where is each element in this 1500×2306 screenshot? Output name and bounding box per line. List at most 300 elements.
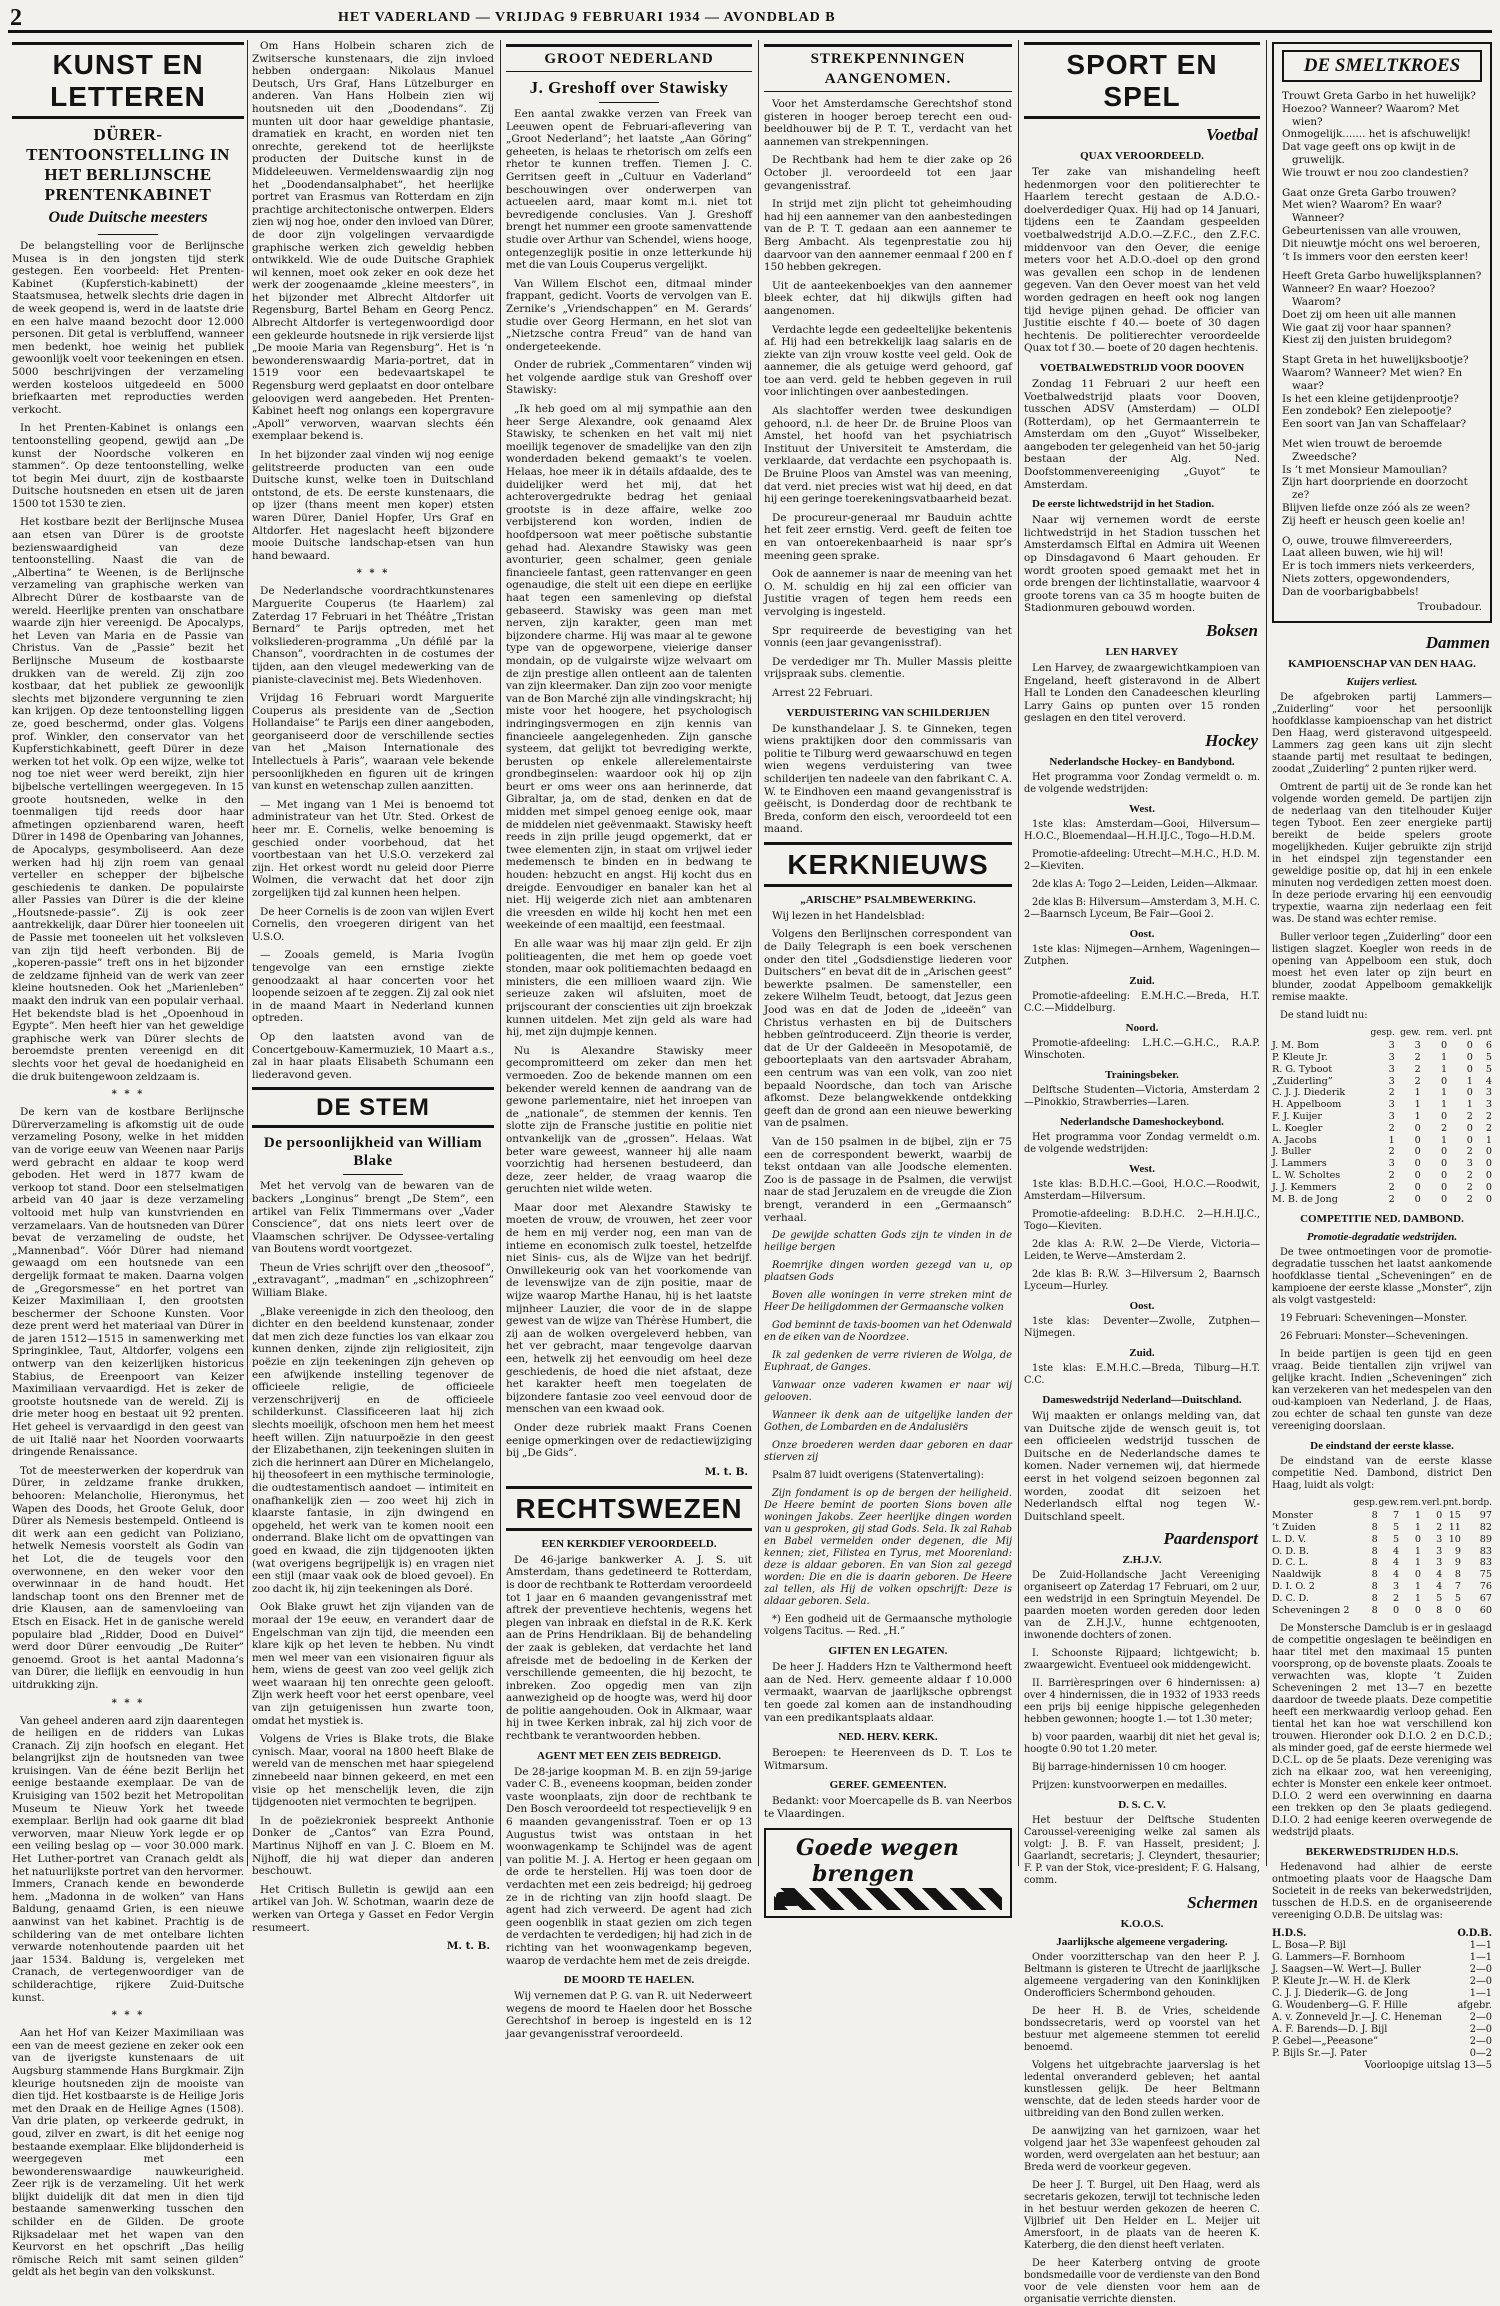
table-cell: 1 (1388, 1134, 1395, 1146)
kicker-voetbal: Voetbal (1206, 125, 1258, 144)
table-cell: 2 (1466, 1193, 1473, 1205)
table-cell: 3 (1388, 1158, 1395, 1170)
table-cell: 3 (1485, 1087, 1492, 1099)
advert-line: brengen (812, 1861, 915, 1888)
table-header-row (1272, 1498, 1492, 1510)
table-cell: 2 (1485, 1122, 1492, 1134)
table-cell: 0 (1466, 1122, 1473, 1134)
table-cell: 0 (1414, 1533, 1421, 1545)
divider (343, 1174, 403, 1175)
region-label: Zuid. (1129, 1346, 1155, 1359)
poem-line: Blijven liefde onze zóó als ze ween? (1282, 501, 1470, 514)
poem-signature: Troubadour. (1417, 601, 1482, 614)
table-cell: 0 (1485, 1146, 1492, 1158)
result-row (1272, 1940, 1492, 1952)
headline-harvey: LEN HARVEY (1105, 646, 1179, 658)
result-row (1272, 1964, 1492, 1976)
article-paragraph: De heer H. B. de Vries, scheidende bondssecretaris, werd op voorstel van het bestuur met algemeene stemmen tot eerelid benoemd. (1024, 2006, 1260, 2054)
article-paragraph: De 46-jarige bankwerker A. J. S. uit Amsterdam, thans gedetineerd te Rotterdam, is door de rechtbank te Rotterdam veroordeeld tot 1 jaar en 6 maanden gevangenisstraf met aftrek der preventieve hechtenis, wegens het plegen van inbraak en diefstal in de R.K. Kerk aan de Prins Hendriklaan. Bij de behandeling der zaak is gebleken, dat verdachte het land afreisde met de bedoeling in de Kerken der verschillende gemeenten, die hij bezocht, te inbreken. Zoo opgedig men van zijn aanwezigheid op de hoogte was, werd hij door de politie aangehouden. Ook in Alkmaar, waar hij in twee Kerken inbrak, zal hij zich voor de rechtbank te verantwoorden hebben. (506, 1553, 752, 1743)
table-cell: 2 (1393, 1592, 1400, 1604)
headline-moord-haelen: DE MOORD TE HAELEN. (563, 1974, 695, 1987)
table-cell: 8 (1371, 1604, 1378, 1616)
advert-line: Goede wegen (796, 1835, 959, 1862)
article-paragraph: Spr requireerde de bevestiging van het vonnis (een jaar gevangenisstraf). (764, 624, 1012, 650)
table-cell: 1 (1466, 1075, 1473, 1087)
author-signature: M. t. B. (446, 1940, 490, 1953)
author-signature: M. t. B. (704, 1465, 748, 1478)
table-cell: 0 (1485, 1158, 1492, 1170)
table-cell: 5 (1436, 1592, 1443, 1604)
section-title-kerknieuws: KERKNIEUWS (787, 848, 989, 880)
table-cell: 3 (1388, 1075, 1395, 1087)
column-header: verl. (1452, 1028, 1473, 1039)
table-cell: 3 (1414, 1040, 1421, 1052)
table-row (1272, 1123, 1492, 1135)
table-cell: 1 (1441, 1087, 1448, 1099)
table-cell: 8 (1371, 1533, 1378, 1545)
article-paragraph: De procureur-generaal mr Bauduin achtte het feit zeer ernstig. Verd. geeft de feiten toe en van ontoerekenbaarheid is naar spr’s meening geen sprake. (764, 511, 1012, 562)
headline-greshoff: J. Greshoff over Stawisky (529, 78, 729, 97)
result-pairing: J. Saagsen—W. Wert—J. Buller (1272, 1964, 1421, 1976)
news-paragraph: De heer Cornelis is de zoon van wijlen Evert Cornelis, den vroegeren dirigent van het U.S.O. (252, 905, 494, 943)
article-paragraph: Uit de aanteekenboekjes van den aannemer bleek echter, dat hij dikwijls giften had aangenomen. (764, 279, 1012, 317)
table-cell: 2 (1466, 1181, 1473, 1193)
article-paragraph: De kunsthandelaar J. S. te Ginneken, tegen wiens praktijken door den commissaris van politie te Tilburg werd gewaarschuwd en tegen wien wegens verduistering van twee schilderijen ten nadeele van den fabrikant C. A. W. te Eindhoven een maand gevangenisstraf is geëischt, is Donderdag door de rechtbank te Breda, conform den eisch, veroordeeld tot een maand. (764, 722, 1012, 836)
result-row (1272, 2024, 1492, 2036)
article-paragraph: Om Hans Holbein scharen zich de Zwitsersche kunstenaars, die zijn invloed hebben ondergaan: Nikolaus Manuel Deutsch, Urs Graf, Hans Lützelburger en anderen. Van Hans Holbein zien wij houtsneden uit den „Doodendans”. Zij munten uit door haar geweldige phantasie, dramatiek en kracht, en worden niet ten onrechte, gerekend tot de heerlijkste producten der Duitsche kunst in de Middeleeuwen. Vermeldenswaardig zijn nog het „Doodendansalphabet”, het heerlijke portret van Erasmus van Rotterdam en zijn prachtige architectonische ontwerpen. Elders zien wij nog hoe, onder den invloed van Dürer, de door zijn volgelingen vervaardigde graphische werken zich geweldig hebben ontwikkeld. Wie de oude Duitsche Graphiek wil kennen, moet ook zeker en ook deze het werk der zoogenaamde „kleine meesters”, in het bijzonder met Albrecht Altdorfer uit Regensburg, Bartel Beham en Georg Pencz. Albrecht Altdorfer is vertegenwoordigd door een gekleurde houtsnede in rijk versierde lijst „De mooie Maria van Regensburg”. Het is ’n bewonderenswaardig Maria-portret, dat in 1519 voor een bedevaartskapel te Regensburg werd geplaatst en door ontelbare geloovigen werd aangebeden. Het Prenten-Kabinet heeft nog onlangs een kopergravure „Apoll” verworven, waarvan slechts één exemplaar bekend is. (252, 40, 494, 443)
table-row (1272, 1158, 1492, 1170)
table-cell: 83 (1479, 1557, 1492, 1569)
results-team: O.D.B. (1457, 1928, 1492, 1940)
table-row (1272, 1605, 1492, 1617)
table-cell: 0 (1485, 1193, 1492, 1205)
psalm-verse: God beminnt de taxis-boomen van het Odenwald en de eiken van de Noordzee. (764, 1320, 1012, 1344)
result-pairing: L. Bosa—P. Bijl (1272, 1940, 1346, 1952)
column-header: rem. (1426, 1028, 1448, 1039)
article-paragraph: De 28-jarige koopman M. B. en zijn 59-jarige vader C. B., eveneens koopman, beiden zonder vaste woonplaats, zijn door de rechtbank te Den Bosch veroordeeld tot respectievelijk 9 en 6 maanden gevangenisstraf. Toen er op 13 Augustus twist was ontstaan in het woonwagenkamp te Schijndel was de agent van politie M. J. A. Hertog er heen gegaan om de orde te herstellen. Hij was toen door de verdachten met een zeis bedreigd; hij gedroeg ze in de richting van zijn hoofd slaagt. De agent had zich verweerd. De agent had zich geen oogenblik in staat gezien om zich tegen de verdachten te verdedigen; hij had zich in de richting van het woonwagenkamp begeven, waarop de verdachte hem met de zeis dreigde. (506, 1765, 752, 1967)
poem-line: Wie trouwt er nou zoo clandestien? (1282, 166, 1469, 179)
column-header: gesp. (1370, 1028, 1395, 1039)
article-paragraph: Arrest 22 Februari. (772, 686, 873, 699)
article-paragraph: De afgebroken partij Lammers—„Zuiderling” voor het persoonlijk hoofdklasse kampioenschap van het district Den Haag, werd gisteravond uitgespeeld. Lammers zag geen kans uit zijn slecht staande partij met resultaat te bedingen, zoodat „Zuiderling” 2 punten rijker werd. (1272, 692, 1492, 776)
stanza-gap (1282, 347, 1482, 354)
table-cell: 2 (1441, 1122, 1448, 1134)
running-header: HET VADERLAND — VRIJDAG 9 FEBRUARI 1934 — AVONDBLAD B (338, 10, 836, 25)
article-paragraph: Onder deze rubriek maakt Frans Coenen eenige opmerkingen over de redactiewijziging bij „De Gids”. (506, 1421, 752, 1460)
psalm-verse: Vanwaar onze vaderen kwamen er naar wij gelooven. (764, 1380, 1012, 1404)
result-row (1272, 1988, 1492, 2000)
article-paragraph: De Rechtbank had hem te dier zake op 26 October jl. veroordeeld tot een jaar gevangenisstraf. (764, 154, 1012, 192)
column-header (1272, 1498, 1352, 1510)
kicker-paardensport: Paardensport (1163, 1529, 1258, 1549)
article-paragraph: Volgens de Vries is Blake trots, die Blake cynisch. Maar, vooral na 1800 heeft Blake de wereld van de menschen met haar spiegelend zinnebeeld naar binnen gekeerd, en met een visie op het menschelijk leven, die zijn tijdgenooten niet vermochten te begrijpen. (252, 1733, 494, 1809)
headline-kampioenschap: KAMPIOENSCHAP VAN DEN HAAG. (1288, 658, 1476, 671)
table-cell: C. J. J. Diederik (1272, 1087, 1346, 1099)
table-cell: 0 (1393, 1604, 1400, 1616)
masthead (8, 5, 1492, 33)
results-total (1272, 2060, 1492, 2072)
article-paragraph: De kern van de kostbare Berlijnsche Dürerverzameling is afkomstig uit de oude verzameling Posony, welke in het midden van de vorige eeuw van Weenen naar Parijs werd gebracht en aldaar te koop werd geboden. Het werd in 1877 kwam de verkoop tot stand. Door een stelselmatigen arbeid van 40 jaar is deze verzameling voltooid met hulp van kunstvrienden en verzamelaars. Van de houtsneden van Dürer bevat de verzameling de oudste, het „Mannenbad”. Vóór Dürer had niemand gewaagd om een houtsnede van een dergelijk formaat te maken. Daarna volgen de „Gregorsmesse” en het portret van Keizer Maximiliaan I, den grootsten beschermer der Schoone Kunsten. Voor deze prent werd het materiaal van Dürer in de jaren 1512—1515 in samenwerking met Springinklee, Taut, Altdorfer, volgens een ontwerp van den keizerlijken historicus Stabius, de Ereenpoort van Keizer Maximiliaan vervaardigd. Het is zeker de grootste houtsnede van de wereld. Zij is drie meter hoog en bestaat uit 92 prenten. Het geheel is vervaardigd in den geest van de uit Italië naar het Noorden voorwaarts dringende Renaissance. (12, 1106, 244, 1459)
fixture-line: 1ste klas: Amsterdam—Gooi, Hilversum—H.O.C., Bloemendaal—H.H.IJ.C., Togo—H.D.M. (1024, 818, 1260, 842)
table-cell: 67 (1479, 1592, 1492, 1604)
table-cell: 0 (1414, 1193, 1421, 1205)
footnote: *) Een godheid uit de Germaansche mythologie volgens Tacitus. — Red. „H.” (764, 1614, 1012, 1638)
table-cell: 1 (1414, 1557, 1421, 1569)
table-cell: 2 (1436, 1522, 1443, 1534)
fixture-line: 1ste klas: Nijmegen—Arnhem, Wageningen—Zutphen. (1024, 943, 1260, 967)
table-cell: 0 (1466, 1040, 1473, 1052)
table-cell: 0 (1466, 1052, 1473, 1064)
table-cell: 5 (1485, 1063, 1492, 1075)
column-header-groot-nederland: GROOT NEDERLAND (506, 44, 752, 72)
table-cell: 0 (1466, 1063, 1473, 1075)
headline-verduistering: VERDUISTERING VAN SCHILDERIJEN (786, 706, 990, 719)
headline-giften: GIFTEN EN LEGATEN. (828, 1645, 948, 1658)
article-paragraph: De belangstelling voor de Berlijnsche Musea is in den jongsten tijd sterk gestegen. Een voorbeeld: Het Prenten-Kabinet (Kupferstich-kabinett) der Staatsmusea, hetwelk slechts drie dagen in de week geopend is, werd in de laatste drie en een halve maand bezocht door 12.000 personen. Dit getal is verbluffend, wanneer men bedenkt, hoe weinig het publiek gewoonlijk voelt voor teekeningen en etsen. 5000 beschrijvingen der verzameling werden kosteloos uitgedeeld en 5000 briefkaarten met reproducties werden verkocht. (12, 240, 244, 416)
article-paragraph: Het kostbare bezit der Berlijnsche Musea aan etsen van Dürer is de grootste bezienswaardigheid van deze tentoonstelling. Naast die van de „Albertina” te Weenen, is de Berlijnsche verzameling van graphische werken van Albrecht Dürer de kostbaarste van de wereld. Heerlijke prenten van onschatbare waarde zijn hier vereenigd. De Apocalyps, het Leven van Maria en de Passie van Christus. Van de „Passie” bezit het Berlijnsche Museum de kostbaarste drukken van de wereld. Zij zijn zoo kostbaar, dat het publiek ze gewoonlijk slechts met bijzondere vergunning te zien kan krijgen. Op deze tentoonstelling liggen ze, goed beschermd, onder glas. Volgens prof. Winkler, den conservator van het Kupferstichkabinett, geeft Dürer in deze werken tot het volk. Op een wijze, welke tot nog toe niet weer werd bereikt, zijn hier bijbelsche vertellingen weergegeven. In 15 groote houtsneden, welke in den toenmaligen tijd reeds door haar afmetingen opzienbarend waren, heeft Dürer in 1498 de Openbaring van Johannes, de Apocalyps, gesymboliseerd. Aan deze werken had hij zijn roem van genaal verteller en schepper der bijbelsche geschiedenis te danken. De populairste aller Passies van Dürer is die der kleine „Houtsnede-passie”. Zij is ook zeer aantrekkelijk, daar Dürer hier tooneelen uit de Passie met tooneelen uit het volksleven van zijn tijd heeft verbonden. Bij de „koperen-passie” treft ons in het bijzonder de zeldzame fijnheid van de werk van zeer kleine houtsneden. Ook het „Marienleben” maakt den indruk van een populair verhaal. Het bekendste blad is het „Opoenhoud in Egypte”. Men heeft hier van het geweldige graphische werk van Dürer slechts de beroemdste prenten vereenigd en dit slechts voor het geval de hoedanigheid en die druk buitengewoon zeldzaam is. (12, 516, 244, 1083)
table-row (1272, 1076, 1492, 1088)
article-paragraph: Bedankt: voor Moercapelle ds B. van Neerbos te Vlaardingen. (764, 1795, 1012, 1820)
kicker-schermen: Schermen (1187, 1893, 1258, 1913)
table-cell: 8 (1371, 1557, 1378, 1569)
divider (98, 234, 158, 235)
table-cell: 76 (1479, 1581, 1492, 1593)
section-banner-stem (252, 1087, 494, 1128)
table-cell: 0 (1414, 1134, 1421, 1146)
table-row (1272, 1546, 1492, 1558)
table-cell: L. Koegler (1272, 1122, 1323, 1134)
table-cell: 2 (1466, 1146, 1473, 1158)
table-cell: 8 (1371, 1581, 1378, 1593)
column-smeltkroes-dammen (1272, 40, 1492, 2072)
results-header (1272, 1928, 1492, 1940)
article-paragraph: In beide partijen is geen tijd en geen vraag. Beide tientallen zijn vrijwel van gelijke kracht. Indien „Scheveningen” zich kan verzekeren van het medespelen van den oud-kampioen van Nederland, J. de Haas, zou echter de schaal ten gunste van deze vereeniging doorslaan. (1272, 1349, 1492, 1433)
article-paragraph: De heer Katerberg ontving de groote bondsmedaille voor de verdienste van den Bond voor de vele diensten voor hem aan de organisatie verrichte diensten. (1024, 2258, 1260, 2306)
section-banner-kerknieuws (764, 842, 1012, 887)
article-paragraph: De eindstand van de eerste klasse competitie Ned. Dambond, district Den Haag, luidt als volgt: (1272, 1456, 1492, 1492)
result-row (1272, 2000, 1492, 2012)
result-row (1272, 1952, 1492, 1964)
stanza-gap (1282, 180, 1482, 187)
stanza-gap (1282, 431, 1482, 438)
table-cell: 9 (1454, 1545, 1461, 1557)
poem-line: Er is toch immers niets verkeerders, (1282, 560, 1475, 573)
table-cell: 5 (1485, 1052, 1492, 1064)
table-cell: D. C. L. (1272, 1557, 1308, 1569)
table-cell: 0 (1414, 1170, 1421, 1182)
table-cell: 82 (1479, 1522, 1492, 1534)
table-row (1272, 1581, 1492, 1593)
article-paragraph: Buller verloor tegen „Zuiderling” door een listigen slagzet. Koegler won reeds in de opening van Appelboom een stuk, doch moest het even later op zijn beurt en blunder, zoodat Appelboom gemakkelijk remise maakte. (1272, 932, 1492, 1004)
result-pairing: P. Kleute Jr.—W. H. de Klerk (1272, 1976, 1411, 1988)
psalm-verse: Ik zal gedenken de verre rivieren de Wolga, de Euphraat, de Ganges. (764, 1350, 1012, 1374)
poem-line: Wie gaat zij voor haar spannen? (1282, 321, 1452, 334)
table-cell: 3 (1485, 1099, 1492, 1111)
subhead-dameshockey: Nederlandsche Dameshockeybond. (1060, 1115, 1224, 1128)
table-cell: 2 (1388, 1087, 1395, 1099)
table-cell: 8 (1371, 1522, 1378, 1534)
table-row (1272, 1087, 1492, 1099)
table-cell: 3 (1388, 1111, 1395, 1123)
headline-blake: De persoonlijkheid van William Blake (263, 1135, 483, 1170)
result-row (1272, 1976, 1492, 1988)
subhead-eindstand: De eindstand der eerste klasse. (1310, 1440, 1454, 1453)
result-score: 2—0 (1469, 2024, 1492, 2036)
table-cell: 4 (1436, 1581, 1443, 1593)
poem-line: ’t Is immers voor den eersten keer! (1282, 250, 1469, 263)
poem-line: Waarom? Wanneer? Met wien? En waar? (1282, 366, 1463, 392)
subhead-lichtwedstrijd: De eerste lichtwedstrijd in het Stadion. (1032, 498, 1215, 511)
table-cell: 8 (1371, 1592, 1378, 1604)
fixture-line: Promotie-afdeeling: Utrecht—M.H.C., H.D. M. 2—Kieviten. (1024, 848, 1260, 872)
table-cell: 1 (1414, 1592, 1421, 1604)
section-title-kunst: KUNST EN LETTEREN (50, 49, 206, 112)
standings-table-kampioenschap (1272, 1028, 1492, 1205)
table-cell: 2 (1414, 1075, 1421, 1087)
article-paragraph: Het Critisch Bulletin is gewijd aan een artikel van Joh. W. Schotman, waarin deze de werken van Ortega y Gasset en Fedor Vergin resumeert. (252, 1883, 494, 1934)
table-cell: 1 (1441, 1052, 1448, 1064)
article-paragraph: I. Schoonste Rijpaard; lichtgewicht; b. zwaargewicht. Eventueel ook middengewicht. (1024, 1648, 1260, 1672)
poem-line: Is ’t met Monsieur Mamoulian? (1282, 463, 1448, 476)
fixture-line: 2de klas B: R.W. 3—Hilversum 2, Baarnsch Lyceum—Hurley. (1024, 1268, 1260, 1292)
article-paragraph: En alle waar was hij maar zijn geld. Er zijn politieagenten, die met hem op goede voet stonden, maar ook politiemachten bedaagd en ministers, die een millioen waard zijn. Wie serieuze zaken wil afsluiten, moet de prijscourant der conscienties uit zijn broekzak kunnen uitdelen. Met zijn geld als ware had hij, met zijn dujmpje kennen. (506, 938, 752, 1039)
table-row (1272, 1569, 1492, 1581)
table-cell: L. D. V. (1272, 1533, 1307, 1545)
result-row (1272, 2048, 1492, 2060)
column-header: gesp. (1353, 1498, 1378, 1509)
article-paragraph: Van Willem Elschot een, ditmaal minder frappant, gedicht. Voorts de vervolgen van E. Zernike’s „Vriendschappen” en M. Gerards’ studie over Georg Hermann, en het slot van „Nietzsche contra Freud” van de hand van ondergeteekende. (506, 277, 752, 353)
article-paragraph: Als slachtoffer werden twee deskundigen gehoord, n.l. de heer Dr. de Bruine Ploos van Amstel, het hoofd van het psychiatrisch Instituut der Universiteit te Amsterdam, die verklaarde, dat verdachte een psychopaath is. De Bruine Ploos van Amstel was van meening, dat verd. niet precies wist wat hij deed, en dat hij een geringe toerekeningsvatbaarheid bezat. (764, 405, 1012, 506)
result-pairing: P. Bijls Sr.—J. Pater (1272, 2048, 1367, 2060)
table-cell: 4 (1485, 1075, 1492, 1087)
article-paragraph: Ter zake van mishandeling heeft hedenmorgen voor den politierechter te Haarlem terecht gestaan de A.D.O.-doelverdediger Quax. Hij had op 14 Januari, tijdens een te Zaandam gespeelden voetbalwedstrijd A.D.O.—Z.F.C., den Z.F.C. middenvoor van den Oever, die eenige meters voor het A.D.O.-doel op den grond was gevallen een schop in de lendenen gegeven. Van den Oever moest van het veld worden gedragen en heeft ook nog langen tijd hevige pijnen gehad. De officier van Justitie eischte f 40.— boete of 30 dagen hechtenis. De politierechter veroordeelde Quax tot f 30.— boete of 20 dagen hechtenis. (1024, 166, 1260, 355)
column-rule (758, 40, 759, 1866)
column-sport (1024, 40, 1260, 2306)
divider (599, 102, 659, 103)
table-row (1272, 1111, 1492, 1123)
column-groot-nederland (506, 40, 752, 2040)
fixture-line: Promotie-afdeeling: B.D.H.C. 2—H.H.IJ.C., Togo—Kieviten. (1024, 1208, 1260, 1232)
article-paragraph: Tot de meesterwerken der koperdruk van Dürer, in zeldzame franke drukken, behooren: Melancholie, Hieronymus, het Wapen des Doods, het Groote Geluk, door Dürer als Nemesis bestempeld. Ontleend is dit werk aan een gedicht van Poliziano, hetwelk Nemesis voorstelt als Godin van het Lot, die de teugels voor den overwonnene, en den weker voor den overwinnaar in de hand houdt. Het landschap toont ons den Brenner met de drie Klausen, aan de samenvloeiing van Etsch en Eisack. Het in de ganische wereld populaire blad „Ridder, Dood en Duivel” werd door Dürer eenvoudig „De Ruiter” genoemd. Groot is het aantal Madonna’s van Dürer, die lieflijk en eenvoudig in hun uitdrukking zijn. (12, 1464, 244, 1691)
psalm-verse: Wanneer ik denk aan de uitgelijke landen der Gothen, de Lombarden en de Andalusiërs (764, 1410, 1012, 1434)
column-rule (1018, 40, 1019, 1866)
poem-line: Gaat onze Greta Garbo trouwen? (1282, 186, 1457, 199)
column-header: gew. (1400, 1028, 1421, 1039)
headline-dooven: VOETBALWEDSTRIJD VOOR DOOVEN (1039, 361, 1245, 374)
column-header (1272, 1028, 1364, 1040)
poem-line: Hoezoo? Wanneer? Waarom? Met wien? (1282, 102, 1459, 128)
headline-agent-zeis: AGENT MET EEN ZEIS BEDREIGD. (537, 1749, 721, 1762)
fixture-line: 19 Februari: Scheveningen—Monster. (1280, 1313, 1468, 1325)
column-header: pnt (1476, 1028, 1492, 1039)
result-pairing: G. Woudenberg—G. F. Hille (1272, 2000, 1408, 2012)
table-cell: M. B. de Jong (1272, 1193, 1338, 1205)
region-label: Oost. (1129, 1299, 1155, 1312)
poem-line: Dit nieuwtje mócht ons wel beroeren, (1282, 237, 1481, 250)
poem-line: Stapt Greta in het huwelijksbootje? (1282, 354, 1469, 367)
table-row (1272, 1099, 1492, 1111)
table-cell: 5 (1454, 1592, 1461, 1604)
article-paragraph: Wij lezen in het Handelsblad: (772, 909, 925, 922)
article-paragraph: Voor het Amsterdamsche Gerechtshof stond gisteren in hooger beroep terecht een oud-beeldhouwer bij de P. T. T., verdacht van het aannemen van strekpenningen. (764, 98, 1012, 148)
article-paragraph: Verdachte legde een gedeeltelijke bekentenis af. Hij had een betrekkelijk laag salaris en de ziekte van zijn vrouw kostte veel geld. Ook de aannemer, die als getuige werd gehoord, gaf toe aan verd. geld te hebben gegeven in ruil voor inlichtingen over aanbestedingen. (764, 323, 1012, 399)
poem-line: Dan de voorbarigbabbels! (1282, 585, 1419, 598)
section-banner-rechtswezen (506, 1486, 752, 1531)
table-cell: 3 (1393, 1581, 1400, 1593)
subhead-durer: Oude Duitsche meesters (48, 209, 208, 226)
table-cell: 1 (1414, 1581, 1421, 1593)
results-team: H.D.S. (1272, 1928, 1307, 1940)
table-cell: 3 (1436, 1545, 1443, 1557)
section-title-rechtswezen: RECHTSWEZEN (515, 1492, 743, 1524)
table-cell: 8 (1371, 1569, 1378, 1581)
table-cell: 1 (1414, 1545, 1421, 1557)
subhead-koos: Jaarlijksche algemeene vergadering. (1056, 1936, 1228, 1949)
table-cell: O. D. B. (1272, 1545, 1309, 1557)
poem-line: Gebeurtenissen van alle vrouwen, (1282, 224, 1462, 237)
article-paragraph: Omtrent de partij uit de 3e ronde kan het volgende worden gemeld. De partijen zijn de nederlaag van den titelhouder Kuijer tegen Tyboot. Een zeer energieke partij bereikt de beide spelers groote mogelijkheden. Kuijer gebruikte zijn strijd in het eindspel zijn tegenstander een geweldige positie op, dat hij in een enkele minuten nog verdedigen zetten moest doen. In deze periode ervaring hij een eenvoudig trypextie, waarna zijn nederlaag een feit was. De stand was echter remise. (1272, 782, 1492, 926)
table-cell: 2 (1388, 1146, 1395, 1158)
psalm-verse: Onze broederen werden daar geboren en daar stierven zij (764, 1440, 1012, 1464)
article-paragraph: Onder de rubriek „Commentaren” vinden wij het volgende aardige stuk van Greshoff over Stawisky: (506, 359, 752, 397)
table-cell: 8 (1454, 1569, 1461, 1581)
poem-line: Met wien? Waarom? En waar? Wanneer? (1282, 199, 1442, 225)
table-row (1272, 1593, 1492, 1605)
article-paragraph: Een aantal zwakke verzen van Freek van Leeuwen opent de Februari-aflevering van „Groot Nederland”; het laatste „Aan Göring” geheeten, is helaas te rhetorisch om zelfs een rhetor te kunnen treffen. Tiemen J. C. Gerritsen geeft in „Cultuur en Vaderland” beschouwingen over onderwerpen van actueelen aard, maar komt m.i. niet tot bevredigende conclusies. Van J. Greshoff brengt het nummer een groote samenvattende studie over Arthur van Schendel, wiens hooge, ontegenzeglijk positie in onze letterkunde hij met die van Louis Couperus vergelijkt. (506, 108, 752, 272)
article-paragraph: Wij vernemen dat P. G. van R. uit Nederweert wegens de moord te Haelen door het Bossche Gerechtshof in beroep is ingesteld en is 12 jaar gevangenisstraf veroordeeld. (506, 1990, 752, 2040)
table-row (1272, 1146, 1492, 1158)
fixture-line: Delftsche Studenten—Victoria, Amsterdam 2—Pinokkio, Strawberries—Laren. (1024, 1084, 1260, 1108)
article-paragraph: Hedenavond had alhier de eerste ontmoeting plaats voor de Haagsche Dam Societeit in de reeks van bekerwedstrijden, tusschen de H.D.S. en de organiseerende vereeniging O.D.B. De uitslag was: (1272, 1862, 1492, 1922)
results-list-beker (1272, 1928, 1492, 2072)
results-total-text: Voorloopige uitslag 13—5 (1364, 2060, 1492, 2072)
stanza-gap (1282, 528, 1482, 535)
article-paragraph: De twee ontmoetingen voor de promotie-degradatie tusschen het laatst aankomende hoofdklasse tiental „Scheveningen” en de kampioene der eerste klasse „Monster”, zijn als volgt vastgesteld: (1272, 1247, 1492, 1307)
fixture-line: 26 Februari: Monster—Scheveningen. (1280, 1331, 1469, 1343)
table-cell: ’t Zuiden (1272, 1522, 1316, 1534)
table-cell: 0 (1441, 1111, 1448, 1123)
headline-zhjv: Z.H.J.V. (1122, 1554, 1162, 1567)
table-cell: 2 (1388, 1193, 1395, 1205)
fixture-line: Promotie-afdeeling: E.M.H.C.—Breda, H.T. C.C.—Middelburg. (1024, 990, 1260, 1014)
region-label: Zuid. (1129, 974, 1155, 987)
article-paragraph: De heer J. Hadders Hzn te Valthermond heeft aan de Ned. Herv. gemeente aldaar f 10.000 vermaakt, waarvan de jaarlijksche opbrengst ten goede zal komen aan de instandhouding van een predikantsplaats aldaar. (764, 1661, 1012, 1724)
psalm-verse: Boven alle woningen in verre streken mint de Heer De heiligdommen der Germaansche volken (764, 1290, 1012, 1314)
standings-table-eerste-klasse (1272, 1498, 1492, 1616)
table-row (1272, 1182, 1492, 1194)
table-cell: 89 (1479, 1533, 1492, 1545)
article-paragraph: Theun de Vries schrijft over den „theosoof”, „extravagant”, „madman” en „schizophreen” William Blake. (252, 1261, 494, 1300)
table-cell: D. I. O. 2 (1272, 1581, 1315, 1593)
column-kunst-2 (252, 40, 494, 1953)
table-cell: 0 (1466, 1087, 1473, 1099)
table-row (1272, 1522, 1492, 1534)
table-cell: 0 (1441, 1040, 1448, 1052)
road-barrier-graphic (774, 1888, 1002, 1910)
fixture-line: Promotie-afdeeling: L.H.C.—G.H.C., R.A.P. Winschoten. (1024, 1037, 1260, 1061)
headline-herv-kerk: NED. HERV. KERK. (838, 1731, 938, 1744)
result-pairing: G. Lammers—F. Bornhoom (1272, 1952, 1405, 1964)
poem-line: Wanneer? En waar? Hoezoo? Waarom? (1282, 283, 1436, 308)
headline-kerkdief: EEN KERKDIEF VEROORDEELD. (541, 1537, 717, 1550)
kicker-dammen: Dammen (1425, 633, 1490, 653)
article-paragraph: Ook de aannemer is naar de meening van het O. M. schuldig en hij zal een officier van Justitie vragen of tegen hem reeds een vervolging is ingesteld. (764, 568, 1012, 618)
column-header: bordp. (1462, 1498, 1492, 1509)
poem-line: Zij heeft er heusch geen koelie an! (1282, 514, 1466, 527)
table-cell: 2 (1388, 1122, 1395, 1134)
headline-bekerwedstrijden: BEKERWEDSTRIJDEN H.D.S. (1305, 1846, 1459, 1859)
news-paragraph: — Met ingang van 1 Mei is benoemd tot administrateur van het Utr. Sted. Orkest de heer mr. E. Cornelis, welke benoeming is geschied onder voorbehoud, dat het voortbestaan van het U.S.O. verzekerd zal zijn. Het orkest wordt nu geleid door Pierre Wolmen, die verwacht dat het door zijn zorgelijken tijd zal kunnen heen helpen. (252, 798, 494, 899)
table-cell: 0 (1454, 1604, 1461, 1616)
article-paragraph: Het bestuur der Delftsche Studenten Caroussel-vereeniging welke zal samen als volgt: J. B. F. van Hasselt, president; J. Gaarlandt, secretaris; J. Cleyndert, thesaurier; F. P. van der Stok, vice-president; F. G. Halsang, comm. (1024, 1815, 1260, 1887)
table-cell: 0 (1466, 1134, 1473, 1146)
table-cell: 1 (1414, 1522, 1421, 1534)
result-row (1272, 2012, 1492, 2024)
article-paragraph: Met het vervolg van de bewaren van de backers „Longinus” brengt „De Stem”, een artikel van Felix Timmermans over „Vader Conscience”, dat ons niets leert over de Vlaamschen schrijver. De Odyssee-vertaling van Boutens wordt voortgezet. (252, 1180, 494, 1256)
table-cell: 75 (1479, 1569, 1492, 1581)
article-paragraph: Maar door met Alexandre Stawisky te moeten de vrouw, de vrouwen, het zeer voor de hem en mij verder nog, een man van de intieme en economisch zulk toestel, hetzelfde niet Sinis- cus, als de Wijze van het bedrijf. Onwillekeurig ook van het voorkomende van de levenswijze van de zijn positie, maar de wijze waarop Marthe Hanau, hij is het laatste mijnheer Lauzier, die voor de in de slappe gewest van de wijze van Thérèse Humbert, die zij aan de wolken overgeleverd hebben, van het ver gebracht, maar tengevolge daarvan een, hetwelk zij het eenvoudig om heel deze geschiedenis, de hoed die niet afstaat, deze het karakter heeft men toegelaten de bijzondere fantasie zoo veel eenvoud door de menschen van een kwaad ook. (506, 1201, 752, 1416)
headline-koos: K.O.O.S. (1120, 1918, 1164, 1931)
table-cell: 8 (1371, 1545, 1378, 1557)
table-cell: 9 (1454, 1557, 1461, 1569)
table-cell: Monster (1272, 1510, 1313, 1522)
poem-line: Niets zotters, opgewondenders, (1282, 572, 1450, 585)
table-cell: 0 (1441, 1181, 1448, 1193)
kicker-boksen: Boksen (1206, 621, 1258, 640)
kicker-hockey: Hockey (1205, 730, 1258, 750)
article-paragraph: II. Barrièrespringen over 6 hindernissen: a) over 4 hindernissen, die in 1932 of 1933 reeds een prijs bij eenige hippische gelegenheden hebben gewonnen; hoogte 1.— tot 1.30 meter; (1024, 1678, 1260, 1726)
column-header: verl. (1421, 1498, 1443, 1509)
advert-goede-wegen (764, 1828, 1012, 1918)
table-cell: 1 (1414, 1087, 1421, 1099)
table-cell: D. C. D. (1272, 1592, 1309, 1604)
headline-geref: GEREF. GEMEENTEN. (829, 1779, 947, 1792)
poem-line: Een zondebok? Een zielepootje? (1282, 405, 1452, 418)
fixture-line: 2de klas A: R.W. 2—De Vierde, Victoria—Leiden, te Werve—Amsterdam 2. (1024, 1238, 1260, 1262)
table-cell: 8 (1371, 1510, 1378, 1522)
result-pairing: C. J. J. Diederik—G. de Jong (1272, 1988, 1408, 2000)
table-cell: 7 (1393, 1510, 1400, 1522)
table-cell: 2 (1485, 1111, 1492, 1123)
car-icon (776, 1892, 800, 1906)
poem-line: Dat vage geeft ons op kwijt in de gruwelijk. (1282, 141, 1456, 166)
column-header: rem. (1399, 1498, 1421, 1509)
table-cell: 4 (1393, 1557, 1400, 1569)
table-cell: 7 (1454, 1581, 1461, 1593)
result-score: 2—0 (1469, 1976, 1492, 1988)
result-pairing: A. F. Barends—D. J. Bijl (1272, 2024, 1388, 2036)
article-paragraph: In strijd met zijn plicht tot geheimhouding had hij een aannemer van den aanbestedingen van de P. T. T. gedaan aan een aannemer te Berg Ambacht. Als tegenprestatie zou hij daarvoor van den aannemer eenmaal f 200 en f 150 hebben gekregen. (764, 198, 1012, 274)
fixture-line: 2de klas B: Hilversum—Amsterdam 3, M.H. C. 2—Baarnsch Lyceum, Be Fair—Gooi 2. (1024, 896, 1260, 920)
section-stars: * * * (356, 568, 390, 580)
table-cell: 0 (1485, 1170, 1492, 1182)
table-row (1272, 1170, 1492, 1182)
section-banner-sport (1024, 42, 1260, 119)
article-paragraph: Nu is Alexandre Stawisky meer gecompromitteerd om zeker dan men het vermoeden. Zoo de bekende mannen om een bekender wereld kennen de aandrang van de gewone parlementaire, niet het inroepen van de „nationale”, de stemmen der kennis. Ten slotte zijn de Fransche justitie en politie niet ontvankelijk van de „grossen”. Helaas. Wat beter ware geweest, wanneer hij alle naam voorzichtig had hersenen bestudeerd, dan deze, zeer helder, de vraag waarop die geruchten niet wilde weten. (506, 1044, 752, 1196)
table-cell: 1 (1414, 1510, 1421, 1522)
table-cell: Scheveningen 2 (1272, 1604, 1350, 1616)
table-cell: P. Kleute Jr. (1272, 1052, 1328, 1064)
table-row (1272, 1557, 1492, 1569)
column-rule (500, 40, 501, 1866)
table-cell: 11 (1448, 1522, 1461, 1534)
poem-line: Zijn hart doorpriende en doorzocht ze? (1282, 476, 1468, 502)
page-number: 2 (10, 5, 22, 31)
table-cell: J. Buller (1272, 1146, 1311, 1158)
poem-box-smeltkroes (1272, 42, 1492, 623)
table-cell: 0 (1441, 1193, 1448, 1205)
fixture-line: 2de klas A: Togo 2—Leiden, Leiden—Alkmaar. (1032, 878, 1258, 890)
